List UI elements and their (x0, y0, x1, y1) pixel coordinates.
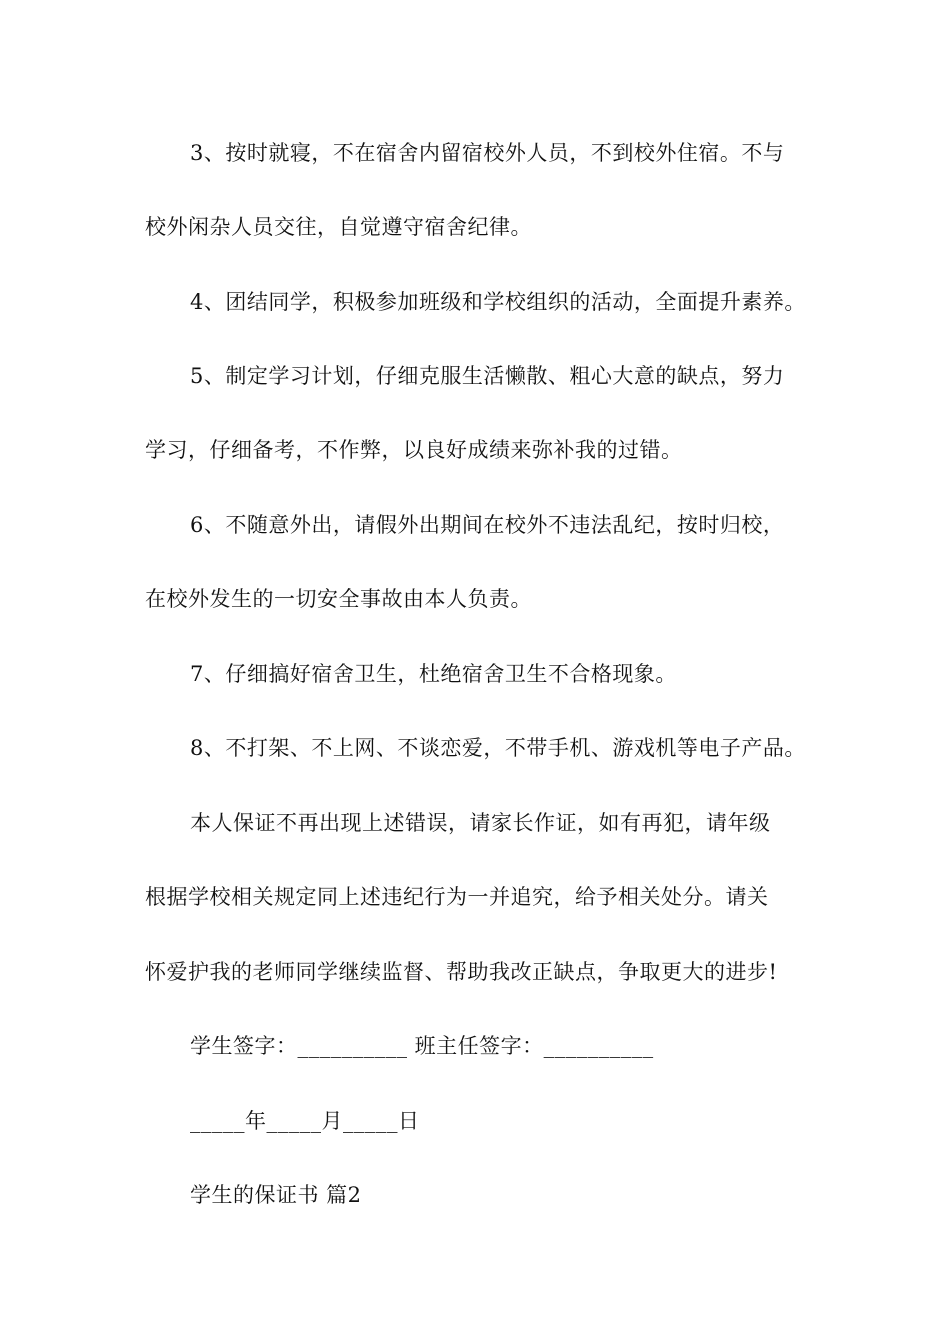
paragraph-item-5-line-2: 学习，仔细备考，不作弊，以良好成绩来弥补我的过错。 (145, 438, 683, 462)
date-line: _____年_____月_____日 (190, 1109, 420, 1133)
paragraph-pledge-line-3: 怀爱护我的老师同学继续监督、帮助我改正缺点，争取更大的进步! (145, 960, 778, 984)
signature-line: 学生签字：__________ 班主任签字：__________ (190, 1034, 654, 1058)
paragraph-item-6-line-1: 6、不随意外出，请假外出期间在校外不违法乱纪，按时归校， (190, 513, 785, 537)
paragraph-item-5-line-1: 5、制定学习计划，仔细克服生活懒散、粗心大意的缺点，努力 (190, 364, 785, 388)
paragraph-pledge-line-2: 根据学校相关规定同上述违纪行为一并追究，给予相关处分。请关 (145, 885, 769, 909)
paragraph-item-6-line-2: 在校外发生的一切安全事故由本人负责。 (145, 587, 532, 611)
paragraph-item-7: 7、仔细搞好宿舍卫生，杜绝宿舍卫生不合格现象。 (190, 662, 677, 686)
paragraph-item-4: 4、团结同学，积极参加班级和学校组织的活动，全面提升素养。 (190, 290, 806, 314)
paragraph-pledge-line-1: 本人保证不再出现上述错误，请家长作证，如有再犯，请年级 (190, 811, 771, 835)
paragraph-item-3-line-1: 3、按时就寝，不在宿舍内留宿校外人员，不到校外住宿。不与 (190, 141, 785, 165)
paragraph-item-8: 8、不打架、不上网、不谈恋爱，不带手机、游戏机等电子产品。 (190, 736, 806, 760)
section-heading: 学生的保证书 篇2 (190, 1183, 362, 1207)
paragraph-item-3-line-2: 校外闲杂人员交往，自觉遵守宿舍纪律。 (145, 215, 532, 239)
